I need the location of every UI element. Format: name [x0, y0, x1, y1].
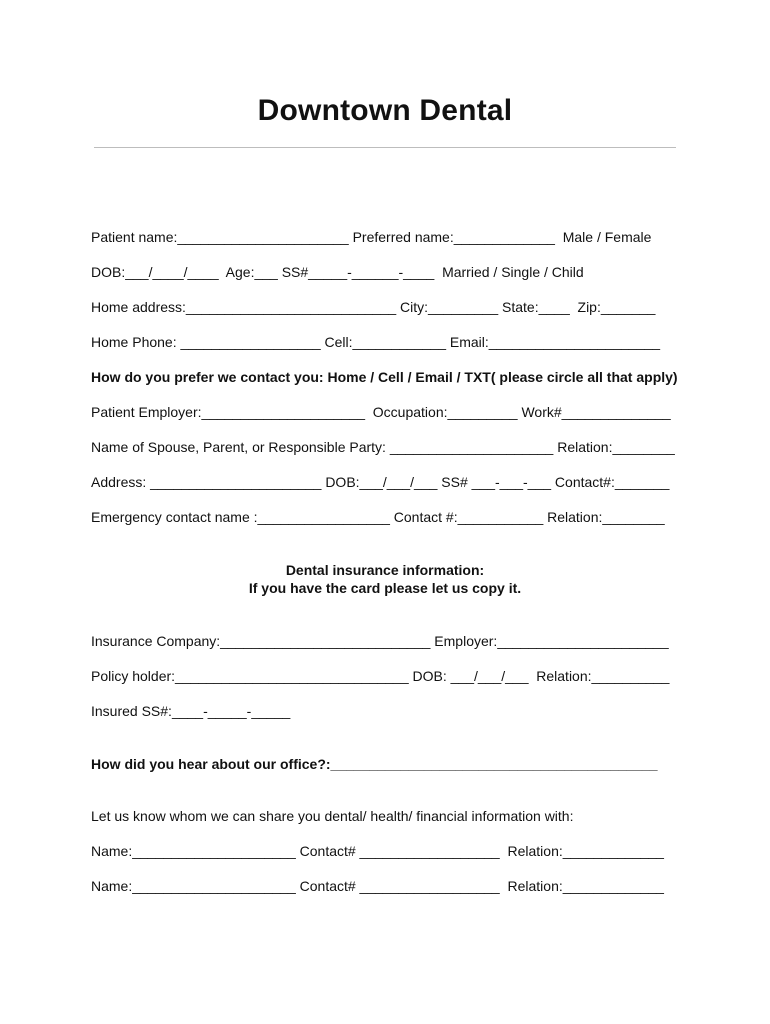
- dob-line[interactable]: DOB:___/____/____ Age:___ SS#_____-______-____ Married / Single / Child: [91, 264, 584, 280]
- address-line[interactable]: Address: ______________________ DOB:___/___/___ SS# ___-___-___ Contact#:_______: [91, 474, 670, 490]
- insurance-heading: Dental insurance information:: [285, 562, 485, 578]
- form-title: Downtown Dental: [257, 94, 513, 127]
- referral-source-line[interactable]: How did you hear about our office?:__________________________________________: [91, 756, 658, 772]
- insurance-company-line[interactable]: Insurance Company:___________________________ Employer:______________________: [91, 633, 669, 649]
- home-address-line[interactable]: Home address:___________________________ City:_________ State:____ Zip:_______: [91, 299, 656, 315]
- title-divider: [94, 147, 676, 148]
- home-phone-line[interactable]: Home Phone: __________________ Cell:____________ Email:______________________: [91, 334, 661, 350]
- share-contact-line-2[interactable]: Name:_____________________ Contact# __________________ Relation:_____________: [91, 878, 664, 894]
- share-info-label: Let us know whom we can share you dental/ health/ financial information with:: [91, 808, 574, 824]
- insurance-subheading: If you have the card please let us copy it.: [248, 580, 522, 596]
- contact-preference-line[interactable]: How do you prefer we contact you: Home / Cell / Email / TXT( please circle all that apply): [91, 369, 678, 385]
- emergency-contact-line[interactable]: Emergency contact name :_________________ Contact #:___________ Relation:________: [91, 509, 665, 525]
- patient-name-line[interactable]: Patient name:______________________ Preferred name:_____________ Male / Female: [91, 229, 652, 245]
- employer-line[interactable]: Patient Employer:_____________________ Occupation:_________ Work#______________: [91, 404, 671, 420]
- share-contact-line-1[interactable]: Name:_____________________ Contact# __________________ Relation:_____________: [91, 843, 664, 859]
- responsible-party-line[interactable]: Name of Spouse, Parent, or Responsible Party: _____________________ Relation:________: [91, 439, 675, 455]
- insured-ss-line[interactable]: Insured SS#:____-_____-_____: [91, 703, 291, 719]
- policy-holder-line[interactable]: Policy holder:______________________________ DOB: ___/___/___ Relation:__________: [91, 668, 670, 684]
